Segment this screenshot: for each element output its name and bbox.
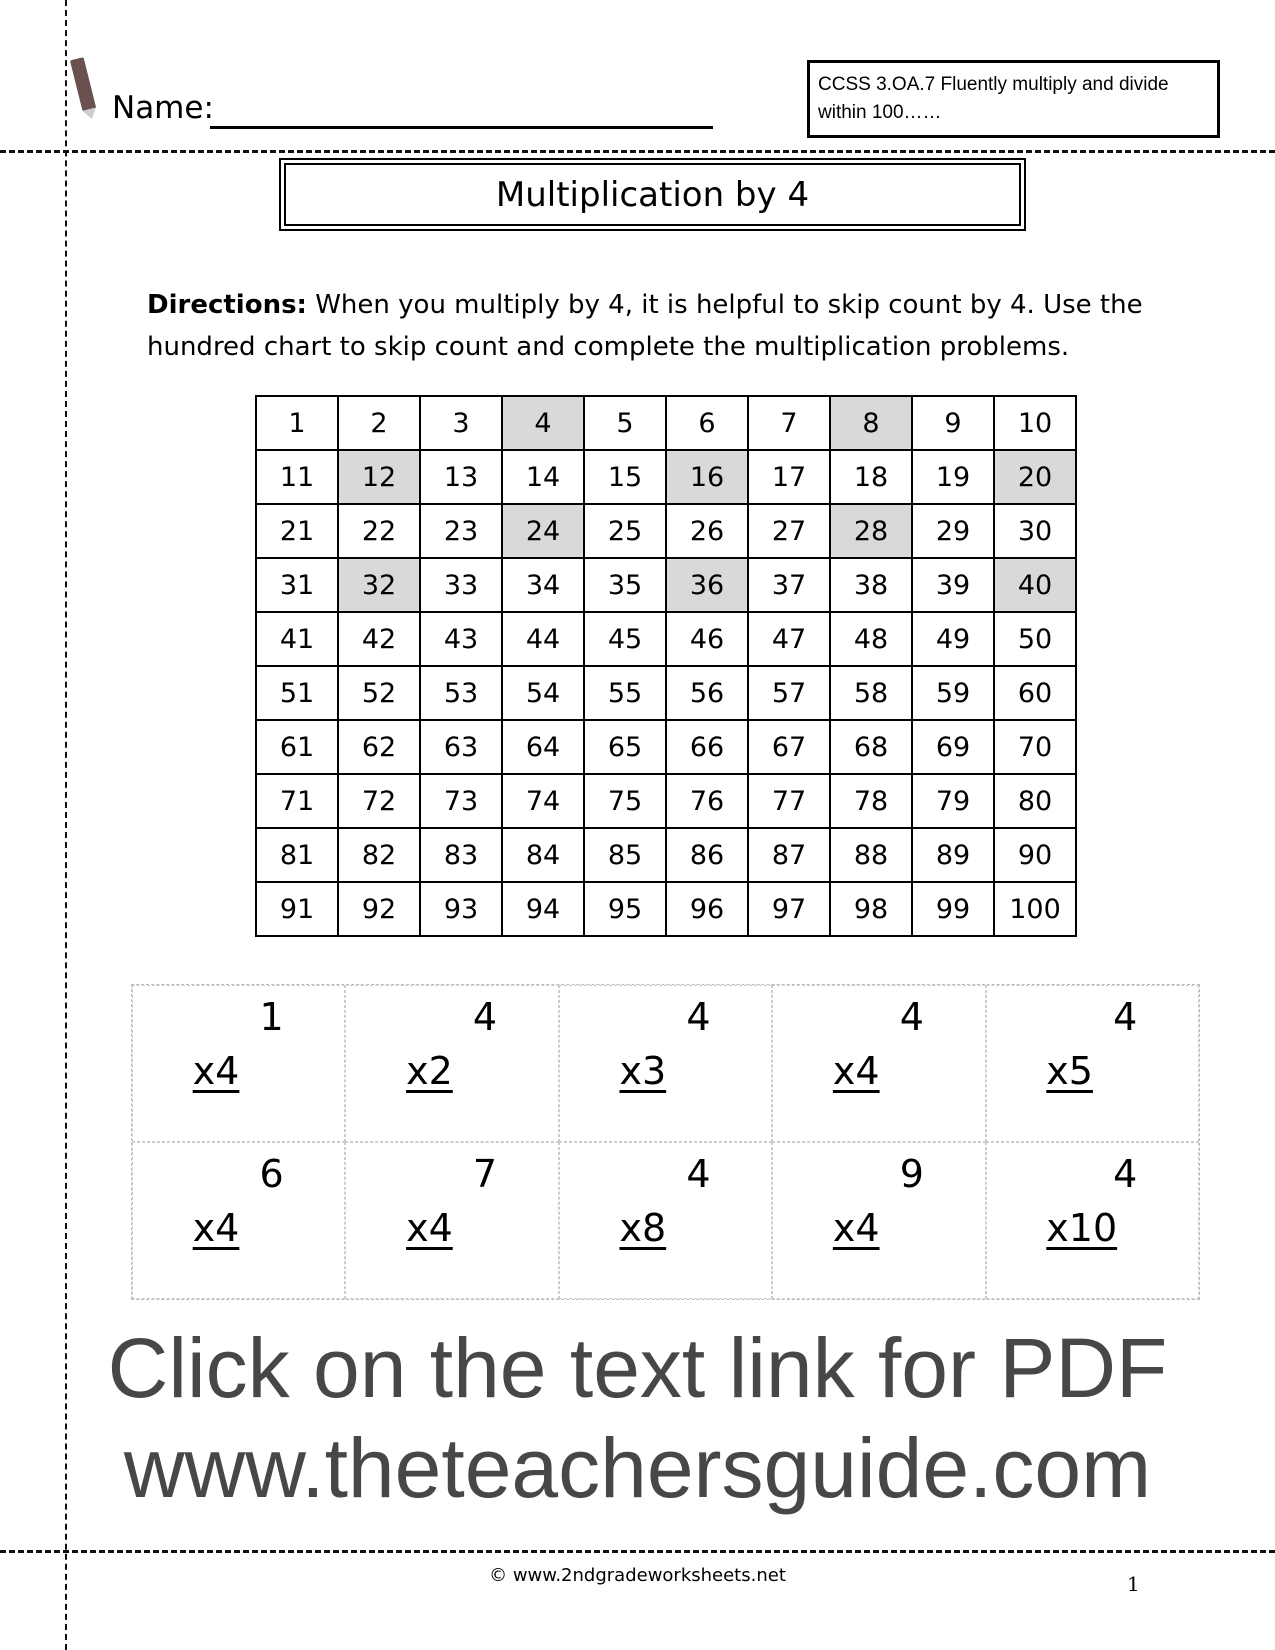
problem-multiplier: x10	[1046, 1206, 1118, 1250]
chart-cell: 5	[584, 396, 666, 450]
chart-cell: 18	[830, 450, 912, 504]
chart-cell: 80	[994, 774, 1076, 828]
chart-cell: 30	[994, 504, 1076, 558]
chart-cell: 33	[420, 558, 502, 612]
chart-cell: 44	[502, 612, 584, 666]
problem[interactable]	[986, 985, 1199, 1142]
problem-multiplier: x4	[832, 1206, 880, 1250]
chart-cell: 74	[502, 774, 584, 828]
chart-row	[256, 450, 1076, 504]
chart-cell: 90	[994, 828, 1076, 882]
chart-cell: 32	[338, 558, 420, 612]
problem[interactable]	[345, 985, 558, 1142]
chart-cell: 49	[912, 612, 994, 666]
watermark-line-1[interactable]: Click on the text link for PDF	[107, 1321, 1168, 1415]
chart-row	[256, 504, 1076, 558]
problem[interactable]	[345, 1142, 558, 1299]
chart-cell: 17	[748, 450, 830, 504]
chart-cell: 78	[830, 774, 912, 828]
chart-cell: 12	[338, 450, 420, 504]
chart-cell: 68	[830, 720, 912, 774]
chart-row	[256, 774, 1076, 828]
chart-cell: 51	[256, 666, 338, 720]
chart-cell: 15	[584, 450, 666, 504]
chart-cell: 46	[666, 612, 748, 666]
chart-cell: 73	[420, 774, 502, 828]
chart-cell: 4	[502, 396, 584, 450]
problem-top: 4	[1113, 995, 1138, 1039]
chart-cell: 1	[256, 396, 338, 450]
chart-cell: 96	[666, 882, 748, 936]
chart-cell: 9	[912, 396, 994, 450]
chart-cell: 25	[584, 504, 666, 558]
chart-cell: 28	[830, 504, 912, 558]
chart-cell: 16	[666, 450, 748, 504]
chart-cell: 38	[830, 558, 912, 612]
chart-cell: 55	[584, 666, 666, 720]
chart-cell: 54	[502, 666, 584, 720]
title-box	[279, 158, 1026, 231]
directions-label: Directions:	[147, 290, 307, 320]
chart-cell: 11	[256, 450, 338, 504]
chart-cell: 99	[912, 882, 994, 936]
chart-cell: 61	[256, 720, 338, 774]
chart-cell: 95	[584, 882, 666, 936]
watermark[interactable]	[0, 1318, 1275, 1518]
chart-cell: 56	[666, 666, 748, 720]
problem-multiplier: x5	[1046, 1049, 1093, 1093]
directions	[147, 284, 1177, 368]
chart-cell: 31	[256, 558, 338, 612]
chart-cell: 2	[338, 396, 420, 450]
page-number: 1	[1127, 1572, 1140, 1596]
chart-cell: 23	[420, 504, 502, 558]
pencil-icon	[70, 57, 96, 111]
chart-cell: 14	[502, 450, 584, 504]
chart-cell: 21	[256, 504, 338, 558]
chart-row	[256, 612, 1076, 666]
problem-top: 4	[1113, 1152, 1138, 1196]
chart-cell: 84	[502, 828, 584, 882]
chart-cell: 87	[748, 828, 830, 882]
problem-top: 9	[899, 1152, 924, 1196]
name-field[interactable]	[210, 126, 713, 129]
watermark-line-2[interactable]: www.theteachersguide.com	[123, 1421, 1152, 1515]
chart-cell: 34	[502, 558, 584, 612]
chart-row	[256, 882, 1076, 936]
chart-cell: 70	[994, 720, 1076, 774]
chart-cell: 63	[420, 720, 502, 774]
chart-row	[256, 558, 1076, 612]
chart-cell: 66	[666, 720, 748, 774]
chart-cell: 98	[830, 882, 912, 936]
chart-row	[256, 828, 1076, 882]
chart-cell: 24	[502, 504, 584, 558]
chart-cell: 82	[338, 828, 420, 882]
problem-multiplier: x4	[192, 1049, 240, 1093]
chart-cell: 91	[256, 882, 338, 936]
chart-cell: 47	[748, 612, 830, 666]
problem-multiplier: x4	[406, 1206, 453, 1250]
problem-top: 1	[259, 995, 284, 1039]
chart-cell: 26	[666, 504, 748, 558]
chart-cell: 37	[748, 558, 830, 612]
chart-cell: 92	[338, 882, 420, 936]
name-label: Name:	[112, 90, 214, 126]
chart-cell: 39	[912, 558, 994, 612]
chart-cell: 83	[420, 828, 502, 882]
chart-cell: 88	[830, 828, 912, 882]
chart-cell: 53	[420, 666, 502, 720]
chart-cell: 77	[748, 774, 830, 828]
chart-cell: 59	[912, 666, 994, 720]
chart-cell: 8	[830, 396, 912, 450]
problem[interactable]	[772, 985, 985, 1142]
chart-cell: 65	[584, 720, 666, 774]
chart-cell: 13	[420, 450, 502, 504]
problem-multiplier: x4	[192, 1206, 240, 1250]
problem-top: 4	[899, 995, 924, 1039]
chart-cell: 100	[994, 882, 1076, 936]
problem[interactable]	[132, 985, 345, 1142]
chart-cell: 7	[748, 396, 830, 450]
problem-top: 6	[259, 1152, 284, 1196]
footer-copyright: © www.2ndgradeworksheets.net	[489, 1565, 786, 1586]
chart-cell: 19	[912, 450, 994, 504]
chart-row	[256, 720, 1076, 774]
chart-cell: 58	[830, 666, 912, 720]
chart-row	[256, 396, 1076, 450]
hundred-chart	[255, 395, 1077, 937]
problem-top: 7	[472, 1152, 498, 1196]
chart-cell: 93	[420, 882, 502, 936]
cut-line-bottom	[0, 1550, 1275, 1553]
chart-cell: 27	[748, 504, 830, 558]
chart-cell: 71	[256, 774, 338, 828]
chart-cell: 6	[666, 396, 748, 450]
chart-cell: 75	[584, 774, 666, 828]
chart-cell: 29	[912, 504, 994, 558]
chart-cell: 48	[830, 612, 912, 666]
chart-cell: 81	[256, 828, 338, 882]
chart-cell: 76	[666, 774, 748, 828]
standard-box: CCSS 3.OA.7 Fluently multiply and divide within 100……	[807, 60, 1220, 138]
problems-grid	[131, 984, 1200, 1300]
problem-multiplier: x3	[619, 1049, 667, 1093]
problem[interactable]	[132, 1142, 345, 1299]
problem-multiplier: x4	[832, 1049, 880, 1093]
chart-cell: 20	[994, 450, 1076, 504]
problem[interactable]	[986, 1142, 1199, 1299]
chart-cell: 67	[748, 720, 830, 774]
chart-cell: 72	[338, 774, 420, 828]
chart-cell: 64	[502, 720, 584, 774]
cut-line-top	[0, 150, 1275, 153]
chart-cell: 57	[748, 666, 830, 720]
problem[interactable]	[772, 1142, 985, 1299]
problem-top: 4	[686, 1152, 711, 1196]
chart-cell: 86	[666, 828, 748, 882]
chart-cell: 85	[584, 828, 666, 882]
chart-cell: 94	[502, 882, 584, 936]
chart-cell: 45	[584, 612, 666, 666]
chart-cell: 52	[338, 666, 420, 720]
chart-cell: 69	[912, 720, 994, 774]
chart-cell: 62	[338, 720, 420, 774]
chart-cell: 41	[256, 612, 338, 666]
chart-cell: 3	[420, 396, 502, 450]
chart-cell: 22	[338, 504, 420, 558]
problem-top: 4	[686, 995, 711, 1039]
chart-cell: 60	[994, 666, 1076, 720]
chart-cell: 89	[912, 828, 994, 882]
chart-cell: 50	[994, 612, 1076, 666]
problem-multiplier: x2	[406, 1049, 453, 1093]
chart-cell: 97	[748, 882, 830, 936]
chart-cell: 36	[666, 558, 748, 612]
problem-multiplier: x8	[619, 1206, 667, 1250]
chart-cell: 79	[912, 774, 994, 828]
directions-text: When you multiply by 4, it is helpful to skip count by 4. Use the hundred chart to skip count and complete the multiplication problems.	[147, 290, 1143, 362]
problem[interactable]	[559, 1142, 772, 1299]
chart-cell: 35	[584, 558, 666, 612]
problem[interactable]	[559, 985, 772, 1142]
chart-cell: 43	[420, 612, 502, 666]
chart-cell: 10	[994, 396, 1076, 450]
chart-cell: 42	[338, 612, 420, 666]
problem-top: 4	[472, 995, 498, 1039]
page-title: Multiplication by 4	[284, 163, 1021, 226]
chart-cell: 40	[994, 558, 1076, 612]
chart-row	[256, 666, 1076, 720]
